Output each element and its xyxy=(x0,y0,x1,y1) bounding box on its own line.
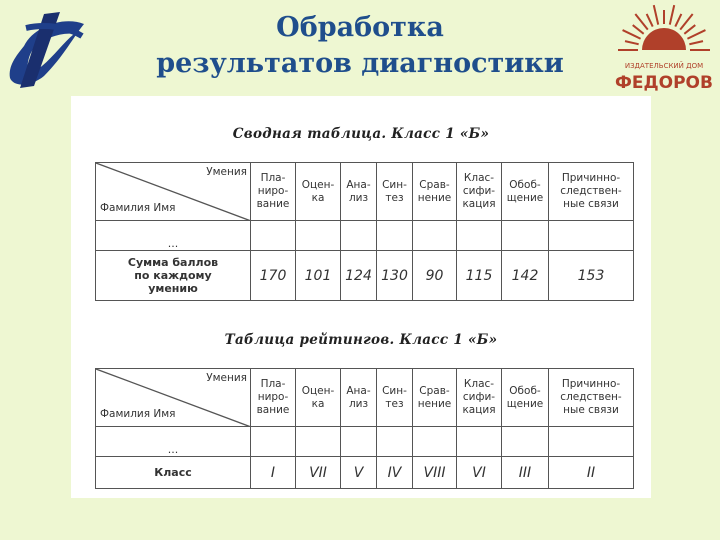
logo-name-text: ФЕДОРОВ xyxy=(615,73,713,93)
corner-header xyxy=(96,163,251,221)
empty-cell xyxy=(251,427,296,457)
value-cell: 124 xyxy=(341,251,377,301)
column-header-line: Клас- xyxy=(463,172,495,184)
column-header xyxy=(549,369,634,427)
column-header-line: вание xyxy=(256,404,290,416)
empty-cell xyxy=(377,221,413,251)
column-header xyxy=(413,369,457,427)
column-header-line: ные связи xyxy=(563,198,619,210)
logo-ray xyxy=(625,41,639,44)
empty-cell xyxy=(413,221,457,251)
column-header xyxy=(549,163,634,221)
logo-ray xyxy=(654,5,658,24)
corner-name-label: Фамилия Имя xyxy=(100,408,176,420)
column-header-line: ные связи xyxy=(563,404,619,416)
column-header-line: нение xyxy=(417,397,452,410)
empty-cell xyxy=(251,221,296,251)
logo-ray xyxy=(647,14,653,27)
value-cell: VII xyxy=(296,457,341,489)
column-header xyxy=(341,369,377,427)
empty-cell xyxy=(341,427,377,457)
empty-cell xyxy=(549,427,634,457)
value-cell: 153 xyxy=(549,251,634,301)
value-cell: VI xyxy=(457,457,502,489)
corner-skills-label: Умения xyxy=(206,372,247,384)
logo-ray xyxy=(689,41,703,44)
value-cell: IV xyxy=(377,457,413,489)
placeholder-cell: ... xyxy=(96,427,251,457)
column-header-line: ка xyxy=(311,397,325,410)
column-header xyxy=(251,369,296,427)
row-label-line: Класс xyxy=(154,466,192,479)
column-header-line: ниро- xyxy=(257,185,289,197)
column-header-line: Син- xyxy=(382,384,407,397)
column-header-line: следствен- xyxy=(560,185,622,197)
empty-cell xyxy=(296,221,341,251)
column-header-line: кация xyxy=(462,198,496,210)
column-header-line: кация xyxy=(462,404,496,416)
column-header-line: щение xyxy=(506,397,544,410)
empty-cell xyxy=(341,221,377,251)
column-header-line: ка xyxy=(311,191,325,204)
summary-table-caption: Сводная таблица. Класс 1 «Б» xyxy=(232,126,490,142)
column-header-line: лиз xyxy=(348,397,369,410)
value-cell: 170 xyxy=(251,251,296,301)
column-header-line: Причинно- xyxy=(561,172,621,184)
empty-cell xyxy=(549,221,634,251)
column-header xyxy=(296,369,341,427)
column-header xyxy=(377,163,413,221)
column-header-line: Причинно- xyxy=(561,378,621,390)
empty-cell xyxy=(377,427,413,457)
column-header-line: лиз xyxy=(348,191,369,204)
summary-table xyxy=(95,162,634,301)
column-header-line: ниро- xyxy=(257,391,289,403)
logo-top-text: ИЗДАТЕЛЬСКИЙ ДОМ xyxy=(624,62,704,70)
corner-name-label: Фамилия Имя xyxy=(100,202,176,214)
logo-ray xyxy=(687,30,705,39)
empty-cell xyxy=(296,427,341,457)
column-header-line: вание xyxy=(256,198,290,210)
value-cell: V xyxy=(341,457,377,489)
column-header xyxy=(502,369,549,427)
value-cell: II xyxy=(549,457,634,489)
logo-ray xyxy=(670,5,674,24)
column-header-line: Срав- xyxy=(419,384,450,397)
logo-ray xyxy=(680,14,692,30)
placeholder-cell: ... xyxy=(96,221,251,251)
corner-skills-label: Умения xyxy=(206,166,247,178)
column-header xyxy=(296,163,341,221)
column-header-line: Обоб- xyxy=(509,178,541,191)
row-label-line: умению xyxy=(148,282,198,295)
column-header-line: сифи- xyxy=(462,185,496,197)
empty-cell xyxy=(502,427,549,457)
slide-title-line-1: Обработка xyxy=(276,12,444,43)
row-label xyxy=(96,251,251,301)
logo-ray xyxy=(675,14,681,27)
logo-ray xyxy=(635,14,647,30)
column-header-line: следствен- xyxy=(560,391,622,403)
fedorov-logo-icon xyxy=(612,2,716,94)
value-cell: VIII xyxy=(413,457,457,489)
column-header-line: Срав- xyxy=(419,178,450,191)
column-header-line: Клас- xyxy=(463,378,495,390)
logo-ray xyxy=(623,30,641,39)
slide-title xyxy=(120,10,600,82)
column-header-line: Син- xyxy=(382,178,407,191)
column-header-line: Пла- xyxy=(260,172,286,184)
value-cell: 130 xyxy=(377,251,413,301)
empty-cell xyxy=(457,427,502,457)
empty-cell xyxy=(502,221,549,251)
column-header xyxy=(457,369,502,427)
slide-title-line-2: результатов диагностики xyxy=(156,48,564,79)
row-label-line: по каждому xyxy=(134,269,212,282)
publisher-logo-left-icon xyxy=(4,6,92,92)
value-cell: 90 xyxy=(413,251,457,301)
value-cell: I xyxy=(251,457,296,489)
column-header xyxy=(377,369,413,427)
column-header-line: Оцен- xyxy=(301,178,335,191)
content-panel xyxy=(71,96,651,498)
column-header xyxy=(341,163,377,221)
column-header xyxy=(251,163,296,221)
column-header xyxy=(457,163,502,221)
corner-header xyxy=(96,369,251,427)
value-cell: 142 xyxy=(502,251,549,301)
column-header-line: сифи- xyxy=(462,391,496,403)
column-header-line: Ана- xyxy=(346,178,371,191)
column-header-line: Обоб- xyxy=(509,384,541,397)
column-header-line: тез xyxy=(385,397,404,410)
row-label-line: Сумма баллов xyxy=(127,256,219,269)
row-label xyxy=(96,457,251,489)
rating-table xyxy=(95,368,634,489)
slide-header xyxy=(0,0,720,95)
column-header xyxy=(502,163,549,221)
column-header-line: Пла- xyxy=(260,378,286,390)
empty-cell xyxy=(457,221,502,251)
column-header xyxy=(413,163,457,221)
logo-ray xyxy=(633,25,644,34)
column-header-line: нение xyxy=(417,191,452,204)
rating-table-caption: Таблица рейтингов. Класс 1 «Б» xyxy=(224,332,498,348)
value-cell: 115 xyxy=(457,251,502,301)
logo-ray xyxy=(684,25,695,34)
value-cell: III xyxy=(502,457,549,489)
column-header-line: щение xyxy=(506,191,544,204)
value-cell: 101 xyxy=(296,251,341,301)
column-header-line: Ана- xyxy=(346,384,371,397)
column-header-line: тез xyxy=(385,191,404,204)
empty-cell xyxy=(413,427,457,457)
column-header-line: Оцен- xyxy=(301,384,335,397)
